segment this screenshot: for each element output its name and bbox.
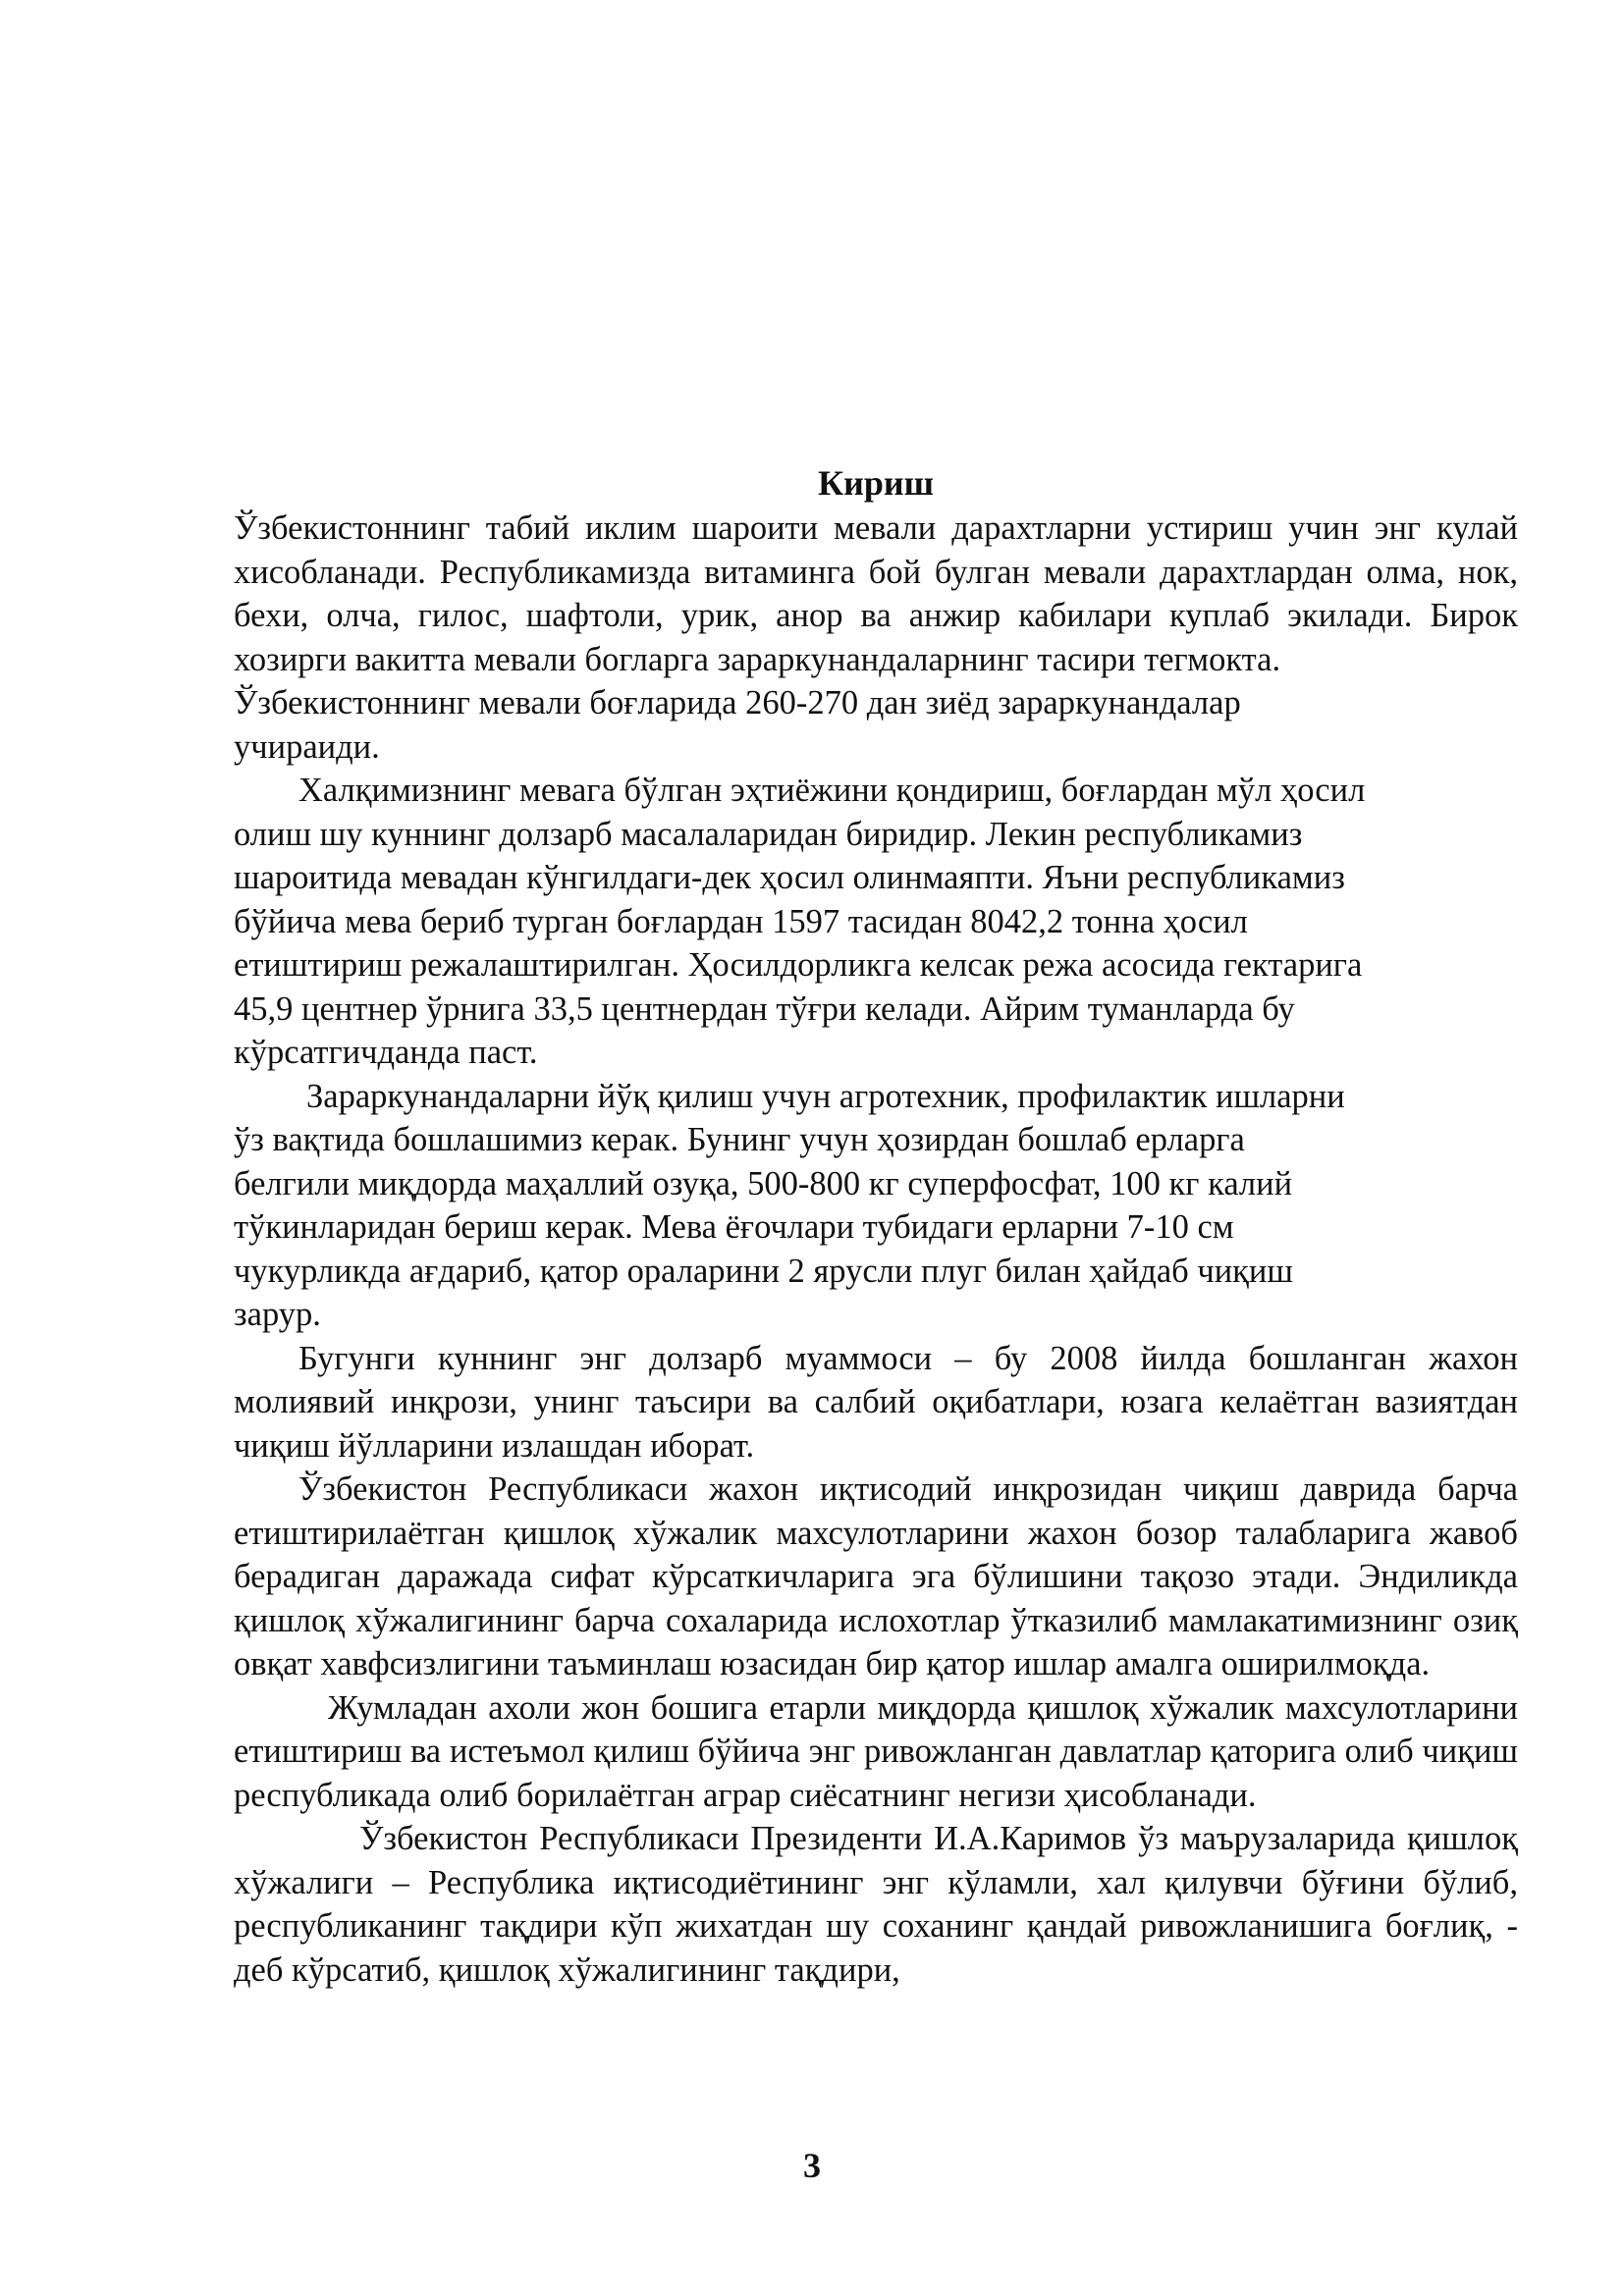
paragraph-8: Ўзбекистон Республикаси Президенти И.А.Каримов ўз маърузаларида қишлоқ хўжалиги – Республика иқтисодиётининг энг кўламли, хал қилувчи бўғини бўлиб, республиканинг тақдири кўп жихатдан шу соханинг қандай ривожланишига боғлиқ, - деб кўрсатиб, қишлоқ хўжалигининг тақдири, xyxy=(234,1820,1518,1989)
paragraph-4-line-4: тўкинларидан бериш керак. Мева ёғочлари тубидаги ерларни 7-10 см xyxy=(234,1208,1234,1246)
document-title: Кириш xyxy=(817,463,934,503)
paragraph-3-line-7: кўрсатгичданда паст. xyxy=(234,1034,538,1071)
paragraph-3-line-4: бўйича мева бериб турган боғлардан 1597 тасидан 8042,2 тонна ҳосил xyxy=(234,902,1248,940)
paragraph-3-line-6: 45,9 центнер ўрнига 33,5 центнердан тўғри келади. Айрим туманларда бу xyxy=(234,989,1295,1028)
paragraph-3-line-3: шароитида мевадан кўнгилдаги-дек ҳосил олинмаяпти. Яъни республикамиз xyxy=(234,859,1345,896)
document-page xyxy=(234,461,1518,1992)
paragraph-3-line-1: Халқимизнинг мевага бўлган эҳтиёжини қондириш, боғлардан мўл ҳосил xyxy=(298,772,1366,809)
paragraph-6: Ўзбекистон Республикаси жахон иқтисодий инқрозидан чиқиш даврида барча етиштирилаётган қишлоқ хўжалик махсулотларини жахон бозор талабларига жавоб берадиган даражада сифат кўрсаткичларига эга бўлишини тақозо этади. Эндиликда қишлоқ хўжалигининг барча сохаларида ислохотлар ўтказилиб мамлакатимизнинг озиқ овқат хавфсизлигини таъминлаш юзасидан бир қатор ишлар амалга оширилмоқда. xyxy=(234,1470,1518,1682)
paragraph-5: Бугунги куннинг энг долзарб муаммоси – бу 2008 йилда бошланган жахон молиявий инқрози, унинг таъсири ва салбий оқибатлари, юзага келаётган вазиятдан чиқиш йўлларини излашдан иборат. xyxy=(234,1339,1518,1465)
paragraph-4-line-6: зарур. xyxy=(234,1296,321,1333)
paragraph-2 xyxy=(234,681,1518,769)
paragraph-7: Жумладан ахоли жон бошига етарли миқдорда қишлоқ хўжалик махсулотларини етиштириш ва истеъмол қилиш бўйича энг ривожланган давлатлар қаторига олиб чиқиш республикада олиб борилаётган аграр сиёсатнинг негизи ҳисобланади. xyxy=(234,1688,1518,1814)
paragraph-3 xyxy=(234,769,1518,1075)
page-number: 3 xyxy=(803,2146,821,2185)
paragraph-4 xyxy=(234,1075,1518,1337)
paragraph-4-line-1: Зараркунандаларни йўқ қилиш учун агротехник, профилактик ишларни xyxy=(306,1077,1345,1115)
paragraph-4-line-3: белгили миқдорда маҳаллий озуқа, 500-800 кг суперфосфат, 100 кг калий xyxy=(234,1164,1293,1202)
paragraph-2-line-1: Ўзбекистоннинг мевали боғларида 260-270 дан зиёд зараркунандалар xyxy=(234,684,1241,721)
paragraph-3-line-2: олиш шу куннинг долзарб масалаларидан биридир. Лекин республикамиз xyxy=(234,815,1303,853)
paragraph-1: Ўзбекистоннинг табий иклим шароити мевали дарахтларни устириш учин энг кулай хисобланади. Республикамизда витаминга бой булган мевали дарахтлардан олма, нок, бехи, олча, гилос, шафтоли, урик, анор ва анжир кабилари куплаб экилади. Бирок хозирги вакитта мевали богларга зараркунандаларнинг тасири тегмокта. xyxy=(234,509,1518,678)
paragraph-2-line-2: учираиди. xyxy=(234,727,380,766)
paragraph-3-line-5: етиштириш режалаштирилган. Ҳосилдорликга келсак режа асосида гектарига xyxy=(234,946,1363,984)
paragraph-4-line-2: ўз вақтида бошлашимиз керак. Бунинг учун ҳозирдан бошлаб ерларга xyxy=(234,1121,1245,1158)
paragraph-4-line-5: чукурликда ағдариб, қатор ораларини 2 ярусли плуг билан ҳайдаб чиқиш xyxy=(234,1252,1293,1290)
